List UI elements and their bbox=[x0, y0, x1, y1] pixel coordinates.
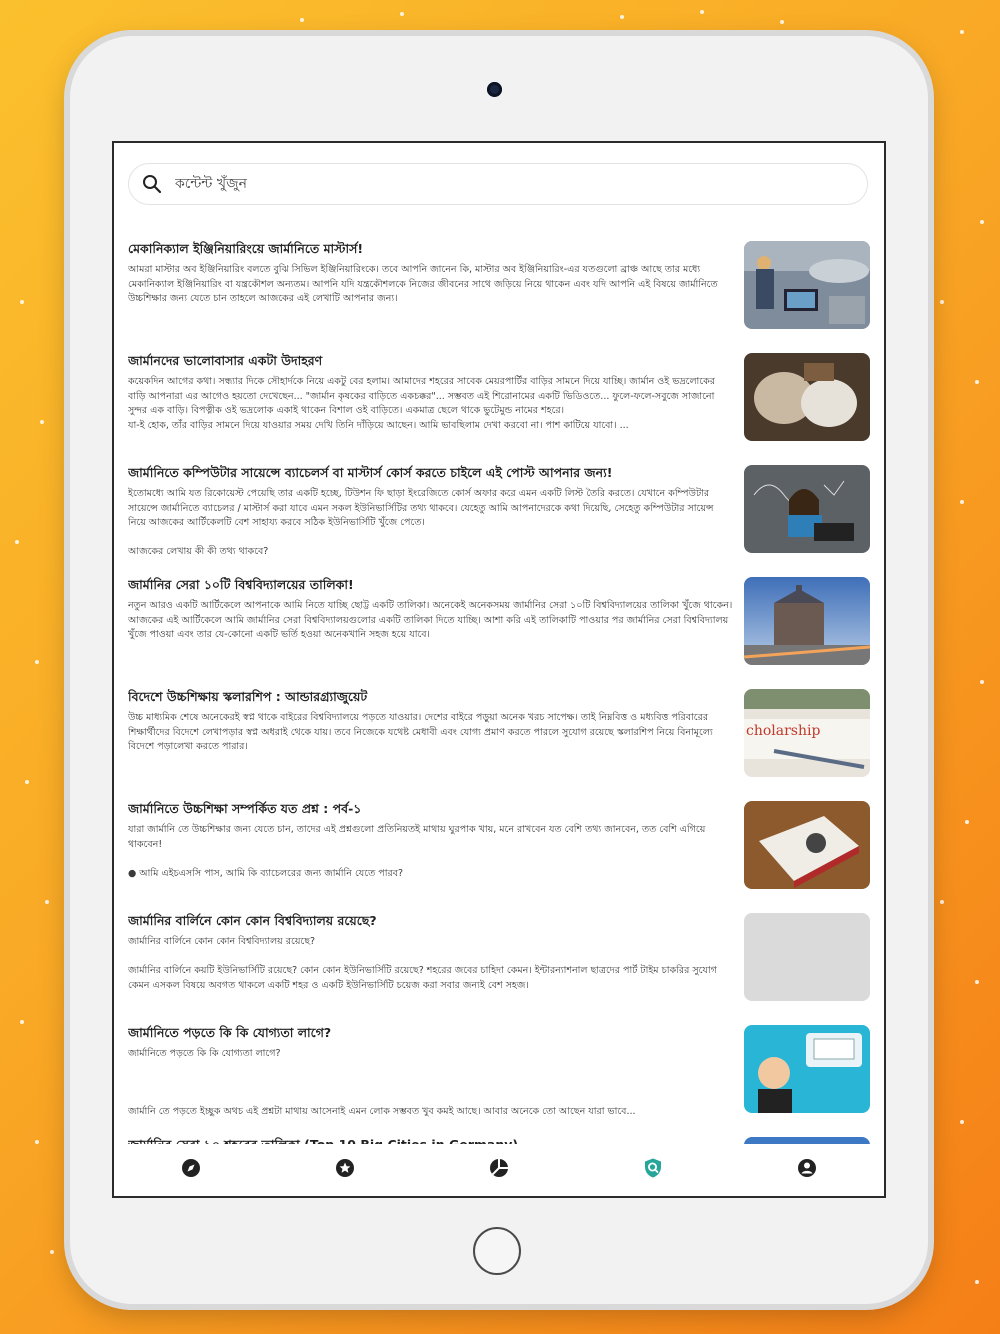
background-dot bbox=[45, 900, 49, 904]
article-thumbnail[interactable] bbox=[744, 241, 870, 329]
search-icon bbox=[141, 173, 163, 195]
article-thumbnail[interactable] bbox=[744, 465, 870, 553]
article-title[interactable]: জার্মানদের ভালোবাসার একটা উদাহরণ bbox=[128, 353, 323, 368]
user-icon bbox=[796, 1157, 818, 1183]
star-icon bbox=[334, 1157, 356, 1183]
article-title[interactable]: জার্মানির সেরা ১০টি বিশ্ববিদ্যালয়ের তালিকা! bbox=[128, 577, 354, 592]
article-thumbnail[interactable] bbox=[744, 689, 870, 777]
background-dot bbox=[50, 1250, 54, 1254]
article-excerpt: উচ্চ মাধ্যমিক শেষে অনেকেরই স্বপ্ন থাকে বাইরের বিশ্ববিদ্যালয়ে পড়তে যাওয়ার। দেশের বাইরে পড়ুয়া অনেক খরচ সাপেক্ষ। তাই নিম্নবিত্ত ও মধ্যবিত্ত পরিবারের শিক্ষার্থীদের বিদেশে লেখাপড়ার স্বপ্ন অধরাই থেকে যায়। তবে নিজেকে যথেষ্ট মেধাবী এবং যোগ্য প্রমাণ করতে পারলে সুযোগ রয়েছে স্কলারশিপ নিয়ে বিনামূল্যে বিদেশে পড়ালেখা করতে পারার। bbox=[128, 712, 713, 752]
article-excerpt: আমরা মাস্টার অব ইঞ্জিনিয়ারিং বলতে বুঝি সিভিল ইঞ্জিনিয়ারিংকে। তবে আপনি জানেন কি, মাস্টার অব ইঞ্জিনিয়ারিং-এর যতগুলো ব্রাঞ্চ আছে তার মধ্যে মেকানিক্যাল ইঞ্জিনিয়ারিং বা যন্ত্রকৌশল অন্যতম। আপনি যদি যন্ত্রকৌশলকে নিজের জীবনের সাথে জড়িয়ে নিয়ে থাকেন এবং যদি আপনি এই বিষয়ে জার্মানিতে উচ্চশিক্ষার জন্য যেতে চান তাহলে আজকের এই লেখাটি আপনার জন্য। bbox=[128, 264, 718, 304]
background-dot bbox=[975, 1280, 979, 1284]
article-title[interactable]: জার্মানিতে কম্পিউটার সায়েন্সে ব্যাচেলর্স বা মাস্টার্স কোর্স করতে চাইলে এই পোস্ট আপনার জন্য! bbox=[128, 465, 613, 480]
pie-chart-icon bbox=[488, 1157, 510, 1183]
background-dot bbox=[780, 20, 784, 24]
article-excerpt: জার্মানির বার্লিনে কোন কোন বিশ্ববিদ্যালয় রয়েছে? জার্মানির বার্লিনে কয়টি ইউনিভার্সিটি রয়েছে? কোন কোন ইউনিভার্সিটি রয়েছে? শহরের জবের চাহিদা কেমন। ইন্টারন্যাশনাল ছাত্রদের পার্ট টাইম চাকরির সুযোগ কেমন এসকল বিষয়ে অবগত থাকলে একটি শহর ও একটি ইউনিভার্সিটি চয়েজ করা সবার জন্যই বেশ সহজ। bbox=[128, 936, 717, 991]
background-dot bbox=[930, 1200, 934, 1204]
article-title[interactable]: জার্মানিতে পড়তে কি কি যোগ্যতা লাগে? bbox=[128, 1025, 332, 1040]
background-dot bbox=[35, 1140, 39, 1144]
search-shield-icon bbox=[642, 1157, 664, 1183]
background-dot bbox=[940, 900, 944, 904]
background-dot bbox=[15, 540, 19, 544]
app-screen bbox=[112, 141, 886, 1198]
bottom-nav bbox=[114, 1144, 884, 1196]
article-excerpt: ইতোমধ্যে আমি যত রিকোয়েস্ট পেয়েছি তার একটি হচ্ছে, টিউশন ফি ছাড়া ইংরেজিতে কোর্স অফার করে এমন একটি লিস্ট তৈরি করতে। যেখানে কম্পিউটার সায়েন্সে জার্মানিতে ব্যাচেলর / মাস্টার্স করা যাবে এমন সকল ইউনিভার্সিটির তথ্য থাকবে। যেহেতু আমি আপনাদেরকে কথা দিয়েছি, সেহেতু কম্পিউটার সায়েন্স নিয়ে আজকের আর্টিকেলটি বেশ সাহায্য করবে সঠিক ইউনিভার্সিটি খুঁজে পেতে। আজকের লেখায় কী কী তথ্য থাকবে? bbox=[128, 488, 714, 557]
article-card[interactable] bbox=[114, 1025, 884, 1137]
svg-text:cholarship: cholarship bbox=[746, 723, 821, 739]
article-thumbnail[interactable] bbox=[744, 577, 870, 665]
background-dot bbox=[975, 980, 979, 984]
background-dot bbox=[960, 1120, 964, 1124]
background-dot bbox=[35, 660, 39, 664]
article-title[interactable]: বিদেশে উচ্চশিক্ষায় স্কলারশিপ : আন্ডারগ্র্যাজুয়েট bbox=[128, 689, 368, 704]
article-card[interactable] bbox=[114, 353, 884, 465]
article-excerpt: যারা জার্মানি তে উচ্চশিক্ষার জন্য যেতে চান, তাদের এই প্রশ্নগুলো প্রতিনিয়তই মাথায় ঘুরপাক খায়, মনে রাখবেন যত বেশি তথ্য জানবেন, তত বেশি এগিয়ে থাকবেন! ● আমি এইচএসসি পাস, আমি কি ব্যাচেলরের জন্য জার্মানি যেতে পারব? bbox=[128, 824, 706, 879]
search-bar[interactable] bbox=[128, 163, 868, 205]
article-title[interactable]: জার্মানিতে উচ্চশিক্ষা সম্পর্কিত যত প্রশ্ন : পর্ব-১ bbox=[128, 801, 362, 816]
background-dot bbox=[25, 780, 29, 784]
article-card[interactable] bbox=[114, 465, 884, 577]
background-dot bbox=[940, 300, 944, 304]
article-card[interactable] bbox=[114, 913, 884, 1025]
nav-explore-button[interactable] bbox=[171, 1150, 211, 1190]
compass-icon bbox=[180, 1157, 202, 1183]
background-dot bbox=[980, 680, 984, 684]
article-title[interactable]: জার্মানির বার্লিনে কোন কোন বিশ্ববিদ্যালয় রয়েছে? bbox=[128, 913, 377, 928]
nav-favorites-button[interactable] bbox=[325, 1150, 365, 1190]
camera-icon bbox=[487, 82, 502, 97]
nav-categories-button[interactable] bbox=[479, 1150, 519, 1190]
article-title[interactable]: মেকানিক্যাল ইঞ্জিনিয়ারিংয়ে জার্মানিতে মাস্টার্স! bbox=[128, 241, 364, 256]
article-thumbnail[interactable] bbox=[744, 913, 870, 1001]
background-dot bbox=[400, 12, 404, 16]
background-dot bbox=[960, 30, 964, 34]
background-dot bbox=[20, 300, 24, 304]
article-card[interactable] bbox=[114, 801, 884, 913]
home-button[interactable] bbox=[473, 1227, 521, 1275]
background-dot bbox=[980, 220, 984, 224]
article-excerpt: নতুন আরও একটি আর্টিকেলে আপনাকে আমি নিতে যাচ্ছি ছোট্ট একটি তালিকা। অনেকেই অনেকসময় জার্মানির সেরা ১০টি বিশ্ববিদ্যালয়ের তালিকা খুঁজে থাকেন। আজকের এই আর্টিকেলে আমি জার্মানির সেরা বিশ্ববিদ্যালয়গুলোর একটি তালিকা দিতে যাচ্ছি। আশা করি এই তালিকাটি পাওয়ার পর জার্মানির সেরা বিশ্ববিদ্যালয় খুঁজে পাওয়া এবং তার যে-কোনো একটি ভর্তি হওয়া অনেকখানি সহজ হয়ে যাবে। bbox=[128, 600, 733, 640]
article-excerpt: জার্মানিতে পড়তে কি কি যোগ্যতা লাগে? জার্মানি তে পড়তে ইচ্ছুক অথচ এই প্রশ্নটা মাথায় আসেনাই এমন লোক সম্ভবত খুব কমই আছে। আবার অনেকে তো আছেন যারা ভাবে... bbox=[128, 1048, 636, 1117]
background-dot bbox=[620, 15, 624, 19]
article-list bbox=[114, 241, 884, 1198]
article-thumbnail[interactable] bbox=[744, 801, 870, 889]
nav-profile-button[interactable] bbox=[787, 1150, 827, 1190]
background-dot bbox=[700, 10, 704, 14]
article-card[interactable] bbox=[114, 689, 884, 801]
search-input[interactable] bbox=[173, 175, 837, 193]
article-card[interactable] bbox=[114, 577, 884, 689]
background-dot bbox=[975, 380, 979, 384]
background-dot bbox=[300, 18, 304, 22]
article-thumbnail[interactable] bbox=[744, 353, 870, 441]
article-thumbnail[interactable] bbox=[744, 1025, 870, 1113]
background-dot bbox=[20, 1020, 24, 1024]
background-dot bbox=[40, 420, 44, 424]
nav-search-button[interactable] bbox=[633, 1150, 673, 1190]
background-dot bbox=[930, 600, 934, 604]
background-dot bbox=[965, 820, 969, 824]
article-excerpt: কয়েকদিন আগের কথা। সন্ধ্যার দিকে সৌহার্দকে নিয়ে একটু বের হলাম। আমাদের শহরের সাবেক মেয়রপার্টির বাড়ির সামনে দিয়ে যাচ্ছি। জার্মান ওই ভদ্রলোকের বাড়ি আপনারা এর আগেও হয়তো দেখেছেন... "জার্মান কৃষকের বাড়িতে একচক্কর"... সম্ভবত এই শিরোনামের একটি ভিডিওতে... ফুলে-ফলে-সবুজে সাজানো সুন্দর এক বাড়ি। বিপত্নীক ওই ভদ্রলোক একাই থাকেন বিশাল ওই বাড়িতে। একমাত্র ছেলে থাকে ভুটেমুন্ড নামের শহরে। যা-ই হোক, তাঁর বাড়ির সামনে দিয়ে যাওয়ার সময় দেখি তিনি দাঁড়িয়ে আছেন। আমি ভাবছিলাম দেখা করবো না। পাশ কাটিয়ে যাবো। ... bbox=[128, 376, 715, 431]
article-card[interactable] bbox=[114, 241, 884, 353]
background-dot bbox=[960, 500, 964, 504]
